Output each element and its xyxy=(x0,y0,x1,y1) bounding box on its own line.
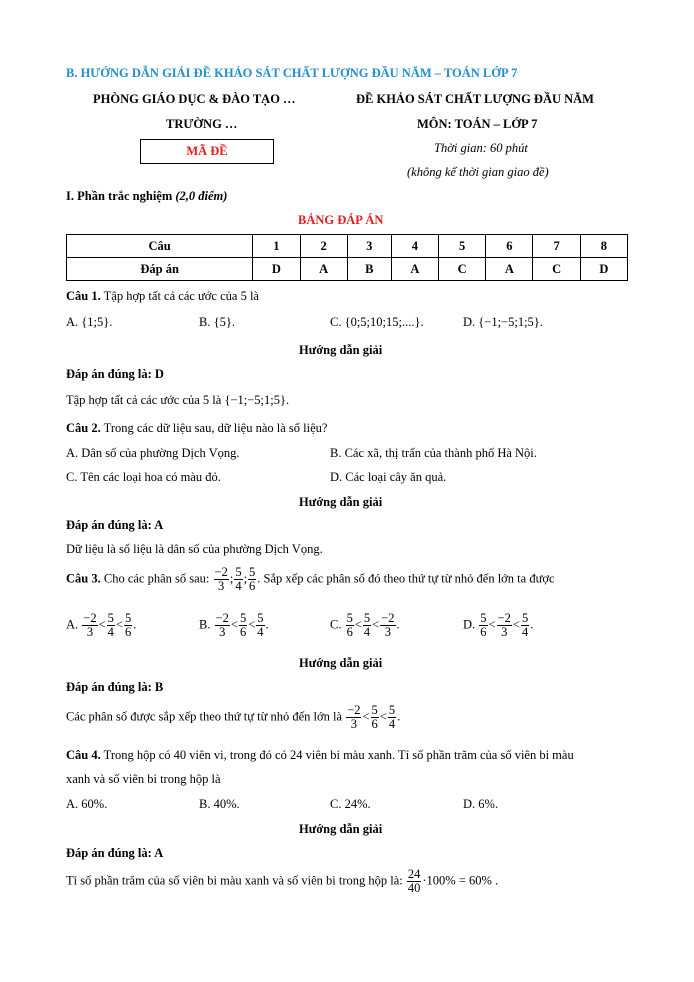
q2-option-d: D. Các loại cây ăn quả. xyxy=(330,470,447,484)
q3-option-d: D. $\frac{5}{6}$ < $\frac{-2}{3}$ < $\frac{5}{4}$ . xyxy=(463,611,534,639)
table-cell: C xyxy=(533,258,580,281)
question-text-post: . Sắp xếp các phân số đó theo thứ tự từ nhỏ đến lớn ta được xyxy=(257,571,555,586)
q4-option-b: B. 40%. xyxy=(199,797,240,811)
table-row xyxy=(67,235,628,258)
fraction: $\frac{5}{4}$ xyxy=(235,565,242,593)
exam-title: ĐỀ KHẢO SÁT CHẤT LƯỢNG ĐẦU NĂM xyxy=(356,92,594,106)
subject: MÔN: TOÁN – LỚP 7 xyxy=(417,117,538,131)
q1-option-c: C. {0;5;10;15;....}. xyxy=(330,315,424,329)
table-row xyxy=(67,258,628,281)
q2-explanation: Dữ liệu là số liệu là dân số của phường Dịch Vọng. xyxy=(66,542,323,556)
table-header-cell: Đáp án xyxy=(67,258,253,281)
table-header-cell: Câu xyxy=(67,235,253,258)
q4-option-a: A. 60%. xyxy=(66,797,108,811)
table-cell: 8 xyxy=(580,235,627,258)
q4-correct: Đáp án đúng là: A xyxy=(66,846,164,860)
q2-option-c: C. Tên các loại hoa có màu đỏ. xyxy=(66,470,221,484)
question-text-pre: Cho các phân số sau: xyxy=(100,571,213,586)
question-label: Câu 3. xyxy=(66,571,101,586)
q1-option-a: A. {1;5}. xyxy=(66,315,113,329)
table-cell: 4 xyxy=(391,235,438,258)
question-text: Trong các dữ liệu sau, dữ liệu nào là số liệu? xyxy=(100,421,328,435)
q1-explanation: Tập hợp tất cả các ước của 5 là {−1;−5;1;5}. xyxy=(66,393,290,407)
school-name: TRƯỜNG … xyxy=(166,117,238,131)
question-text: Trong hộp có 40 viên vi, trong đó có 24 viên bi màu xanh. Tỉ số phần trăm của số viên bi màu xyxy=(100,748,574,762)
table-cell: 7 xyxy=(533,235,580,258)
question-4-cont: xanh và số viên bi trong hộp là xyxy=(66,772,221,786)
question-label: Câu 1. xyxy=(66,289,101,303)
department-name: PHÒNG GIÁO DỤC & ĐÀO TẠO … xyxy=(93,92,296,106)
table-cell: 5 xyxy=(439,235,486,258)
q1-correct: Đáp án đúng là: D xyxy=(66,367,164,381)
fraction: $\frac{-2}{3}$ xyxy=(214,565,228,593)
guide-heading: Hướng dẫn giải xyxy=(299,656,383,670)
table-cell: A xyxy=(486,258,533,281)
question-label: Câu 4. xyxy=(66,748,101,762)
q4-option-c: C. 24%. xyxy=(330,797,371,811)
q2-option-b: B. Các xã, thị trấn của thành phố Hà Nội. xyxy=(330,446,537,460)
table-cell: D xyxy=(253,258,300,281)
part-heading xyxy=(66,189,227,204)
q3-option-c: C. $\frac{5}{6}$ < $\frac{5}{4}$ < $\frac{-2}{3}$ . xyxy=(330,611,400,639)
guide-heading: Hướng dẫn giải xyxy=(299,495,383,509)
table-cell: A xyxy=(300,258,347,281)
q3-correct: Đáp án đúng là: B xyxy=(66,680,164,694)
part-label: I. Phần trắc nghiệm xyxy=(66,189,176,203)
exam-code-box: MÃ ĐỀ xyxy=(140,139,274,164)
guide-heading: Hướng dẫn giải xyxy=(299,343,383,357)
q2-option-a: A. Dân số của phường Dịch Vọng. xyxy=(66,446,240,460)
table-cell: 1 xyxy=(253,235,300,258)
table-cell: D xyxy=(580,258,627,281)
table-cell: 3 xyxy=(347,235,391,258)
q4-explanation: Tỉ số phần trăm của số viên bi màu xanh và số viên bi trong hộp là: $\frac{24}{40}$ ·100% = 60% . xyxy=(66,867,499,895)
table-cell: C xyxy=(439,258,486,281)
question-text: Tập hợp tất cả các ước của 5 là xyxy=(100,289,259,303)
answer-table-title: BẢNG ĐÁP ÁN xyxy=(298,213,384,227)
document-title: B. HƯỚNG DẪN GIẢI ĐỀ KHẢO SÁT CHẤT LƯỢNG ĐẦU NĂM – TOÁN LỚP 7 xyxy=(66,66,518,80)
table-cell: 2 xyxy=(300,235,347,258)
question-4 xyxy=(66,748,574,763)
q2-correct: Đáp án đúng là: A xyxy=(66,518,164,532)
table-cell: B xyxy=(347,258,391,281)
time-limit: Thời gian: 60 phút xyxy=(434,141,528,155)
q1-option-d: D. {−1;−5;1;5}. xyxy=(463,315,543,329)
answer-table xyxy=(66,234,628,281)
fraction: $\frac{5}{6}$ xyxy=(249,565,256,593)
guide-heading: Hướng dẫn giải xyxy=(299,822,383,836)
q1-option-b: B. {5}. xyxy=(199,315,235,329)
time-note: (không kể thời gian giao đề) xyxy=(407,165,549,179)
part-points: (2,0 điểm) xyxy=(175,189,228,203)
q3-explanation: Các phân số được sắp xếp theo thứ tự từ nhỏ đến lớn là $\frac{-2}{3}$ < $\frac{5}{6}$ < $\frac{5}{4}$ . xyxy=(66,703,401,731)
question-2 xyxy=(66,421,327,436)
table-cell: 6 xyxy=(486,235,533,258)
question-3: Câu 3. Cho các phân số sau: $\frac{-2}{3}$ ; $\frac{5}{4}$ ; $\frac{5}{6}$ . Sắp xếp các phân số đó theo thứ tự từ nhỏ đến lớn ta được xyxy=(66,565,555,593)
table-cell: A xyxy=(391,258,438,281)
question-label: Câu 2. xyxy=(66,421,101,435)
q4-option-d: D. 6%. xyxy=(463,797,499,811)
question-1 xyxy=(66,289,259,304)
q3-option-b: B. $\frac{-2}{3}$ < $\frac{5}{6}$ < $\frac{5}{4}$ . xyxy=(199,611,269,639)
q3-option-a: A. $\frac{-2}{3}$ < $\frac{5}{4}$ < $\frac{5}{6}$ . xyxy=(66,611,137,639)
